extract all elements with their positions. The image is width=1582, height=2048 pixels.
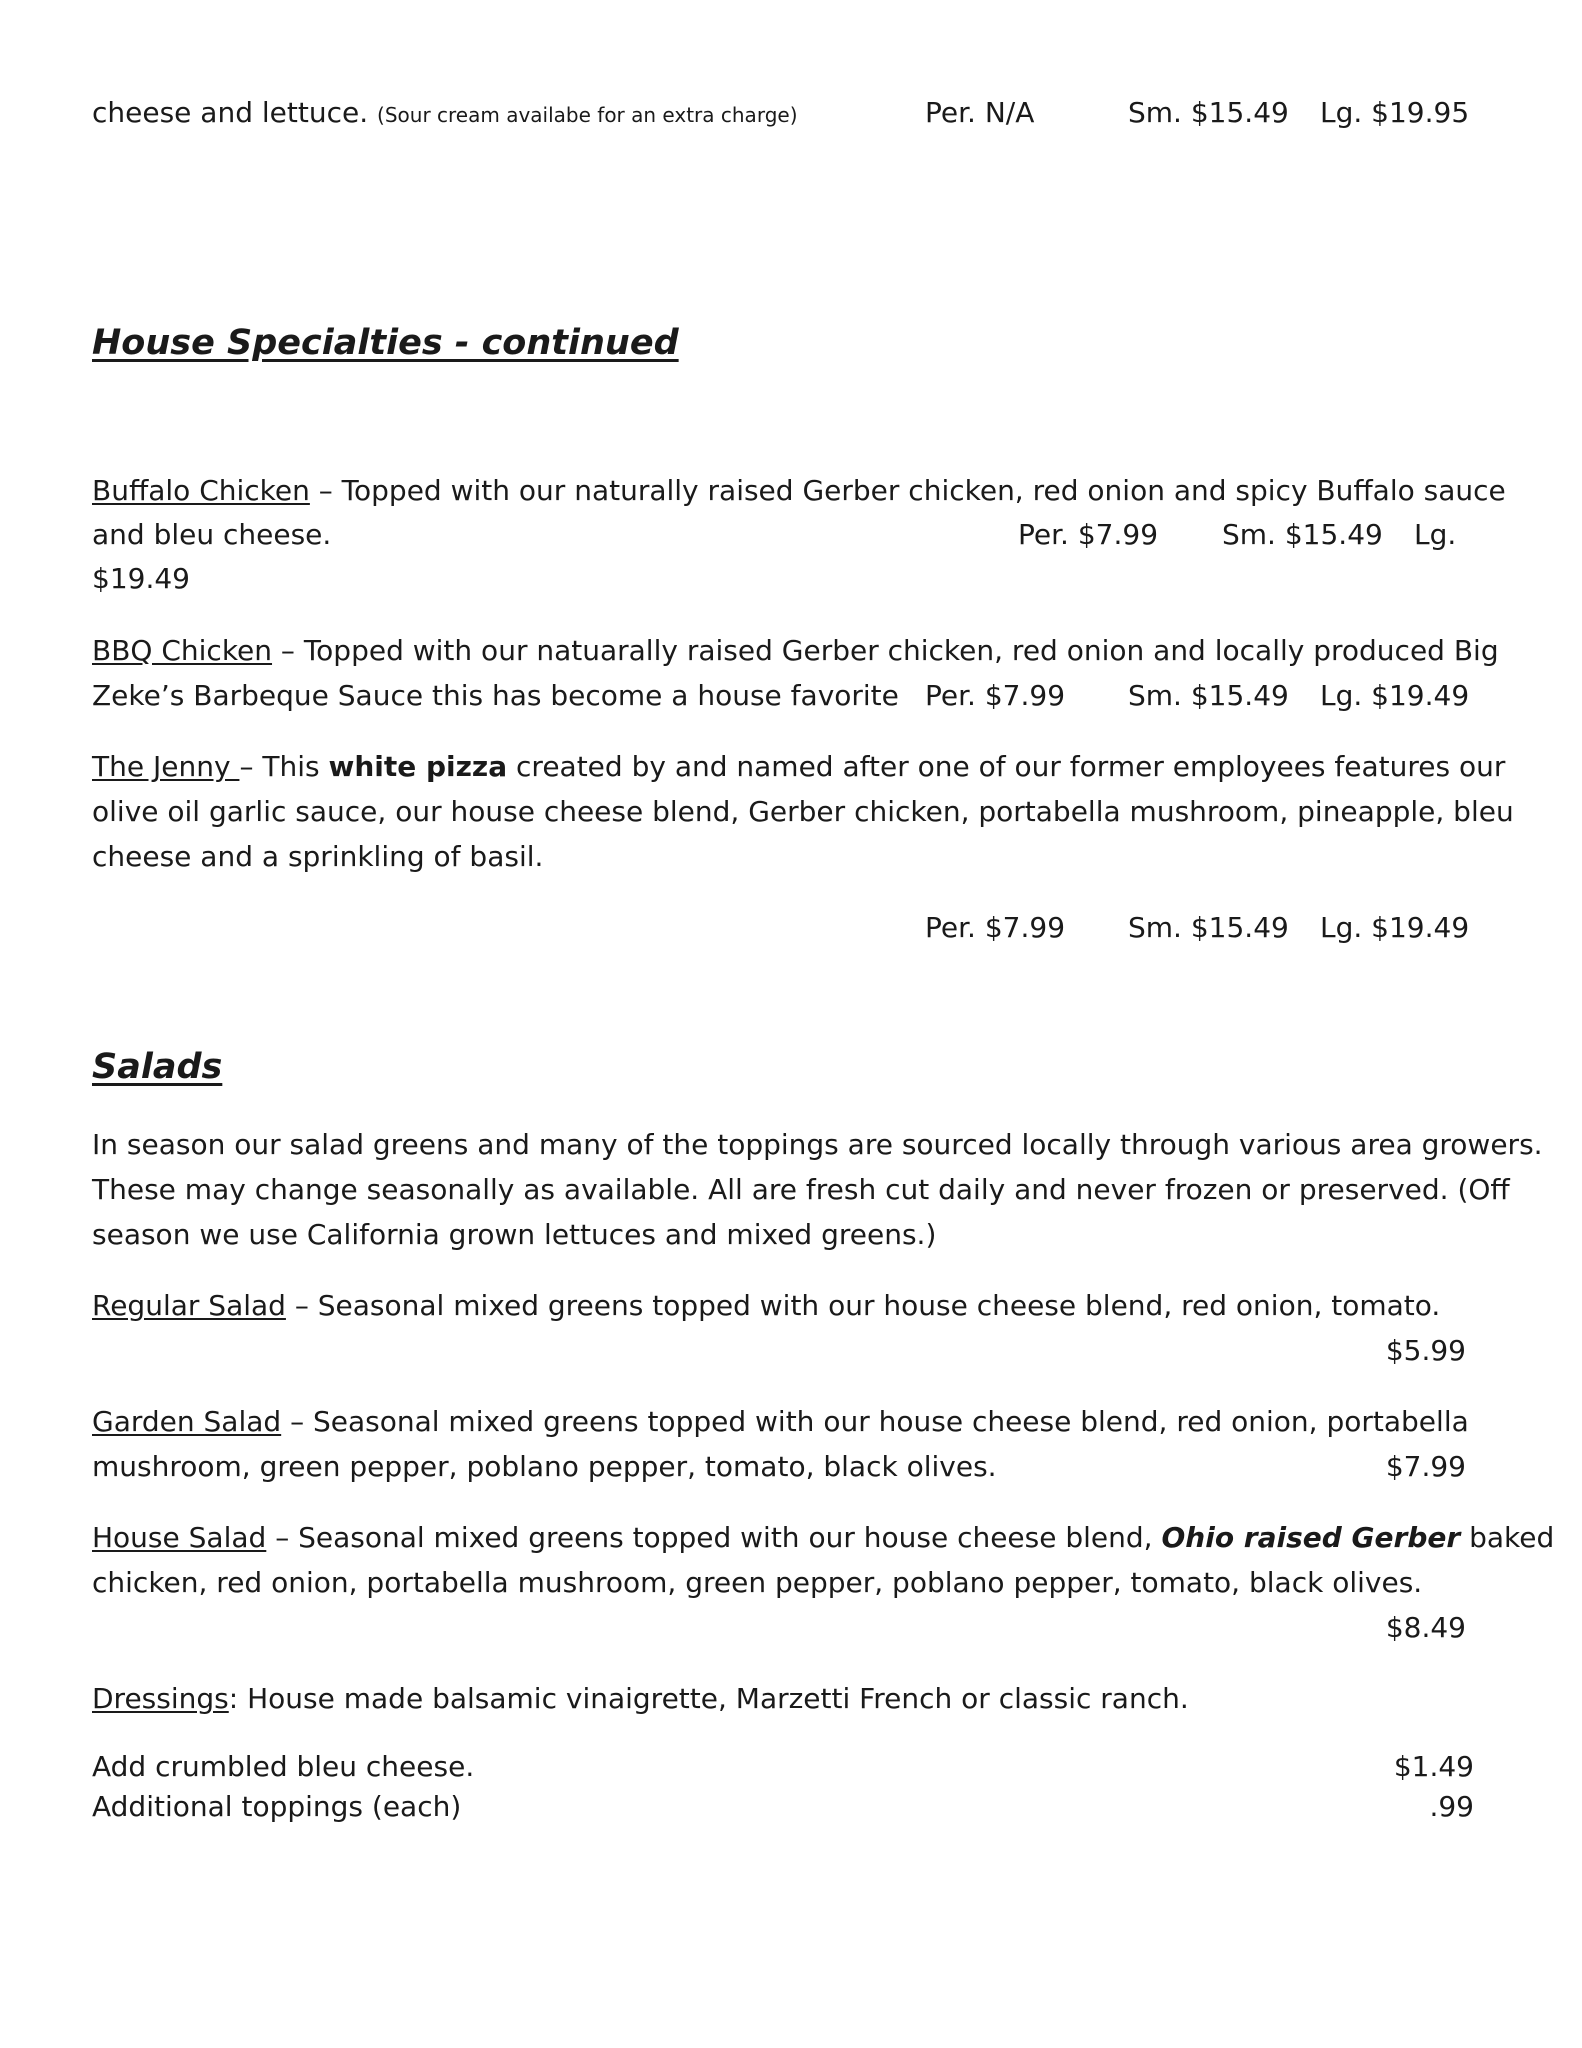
regular-salad-name: Regular Salad — [92, 1289, 286, 1322]
garden-salad-line1: Garden Salad – Seasonal mixed greens topped with our house cheese blend, red onion, portabella — [92, 1405, 1469, 1438]
sour-cream-note: (Sour cream availabe for an extra charge) — [377, 103, 798, 127]
salads-intro-line1: In season our salad greens and many of the toppings are sourced locally through various area growers. — [92, 1128, 1543, 1161]
salads-heading: Salads — [92, 1047, 223, 1087]
buffalo-chicken-line1: Buffalo Chicken – Topped with our naturally raised Gerber chicken, red onion and spicy Buffalo sauce — [92, 474, 1506, 507]
bbq-chicken-name: BBQ Chicken — [92, 634, 273, 667]
house-salad-price: $8.49 — [1385, 1611, 1466, 1644]
top-item-lg-price: Lg. $19.95 — [1320, 96, 1470, 129]
the-jenny-line3: cheese and a sprinkling of basil. — [92, 840, 544, 873]
dressings-label: Dressings — [92, 1682, 229, 1715]
regular-salad-price: $5.99 — [1385, 1334, 1466, 1367]
house-salad-line1: House Salad – Seasonal mixed greens topped with our house cheese blend, Ohio raised Gerber baked — [92, 1521, 1555, 1554]
bbq-chicken-line1: BBQ Chicken – Topped with our natuarally raised Gerber chicken, red onion and locally produced Big — [92, 634, 1499, 667]
addon-bleu-cheese-price: $1.49 — [1393, 1750, 1474, 1783]
top-item-description: cheese and lettuce. (Sour cream availabe for an extra charge) — [92, 96, 798, 129]
the-jenny-sm-price: Sm. $15.49 — [1128, 911, 1289, 944]
bbq-chicken-line2: Zeke’s Barbeque Sauce this has become a house favorite — [92, 679, 899, 712]
regular-salad-line1: Regular Salad – Seasonal mixed greens topped with our house cheese blend, red onion, tomato. — [92, 1289, 1441, 1322]
buffalo-chicken-name: Buffalo Chicken — [92, 474, 310, 507]
the-jenny-line1: The Jenny – This white pizza created by and named after one of our former employees features our — [92, 750, 1506, 783]
house-specialties-heading: House Specialties - continued — [92, 323, 679, 363]
addon-bleu-cheese-label: Add crumbled bleu cheese. — [92, 1750, 475, 1783]
the-jenny-lg-price: Lg. $19.49 — [1320, 911, 1470, 944]
buffalo-chicken-line2: and bleu cheese. — [92, 518, 332, 551]
bbq-chicken-lg-price: Lg. $19.49 — [1320, 679, 1470, 712]
the-jenny-line2: olive oil garlic sauce, our house cheese blend, Gerber chicken, portabella mushroom, pineapple, bleu — [92, 795, 1514, 828]
garden-salad-name: Garden Salad — [92, 1405, 282, 1438]
top-item-per-price: Per. N/A — [925, 96, 1035, 129]
addon-toppings-label: Additional toppings (each) — [92, 1790, 462, 1823]
top-item-sm-price: Sm. $15.49 — [1128, 96, 1289, 129]
garden-salad-line2: mushroom, green pepper, poblano pepper, tomato, black olives. — [92, 1450, 997, 1483]
addon-toppings-price: .99 — [1429, 1790, 1474, 1823]
dressings-line: Dressings: House made balsamic vinaigrette, Marzetti French or classic ranch. — [92, 1682, 1189, 1715]
house-salad-name: House Salad — [92, 1521, 267, 1554]
buffalo-chicken-lg-price: $19.49 — [92, 562, 190, 595]
house-salad-line2: chicken, red onion, portabella mushroom, green pepper, poblano pepper, tomato, black olives. — [92, 1566, 1423, 1599]
bbq-chicken-per-price: Per. $7.99 — [925, 679, 1066, 712]
garden-salad-price: $7.99 — [1385, 1450, 1466, 1483]
the-jenny-name: The Jenny — [92, 750, 240, 783]
salads-intro-line3: season we use California grown lettuces and mixed greens.) — [92, 1218, 937, 1251]
the-jenny-per-price: Per. $7.99 — [925, 911, 1066, 944]
buffalo-chicken-per-price: Per. $7.99 — [1018, 518, 1159, 551]
buffalo-chicken-lg-label: Lg. — [1414, 518, 1457, 551]
buffalo-chicken-sm-price: Sm. $15.49 — [1222, 518, 1383, 551]
bbq-chicken-sm-price: Sm. $15.49 — [1128, 679, 1289, 712]
salads-intro-line2: These may change seasonally as available. All are fresh cut daily and never frozen or preserved. (Off — [92, 1173, 1510, 1206]
